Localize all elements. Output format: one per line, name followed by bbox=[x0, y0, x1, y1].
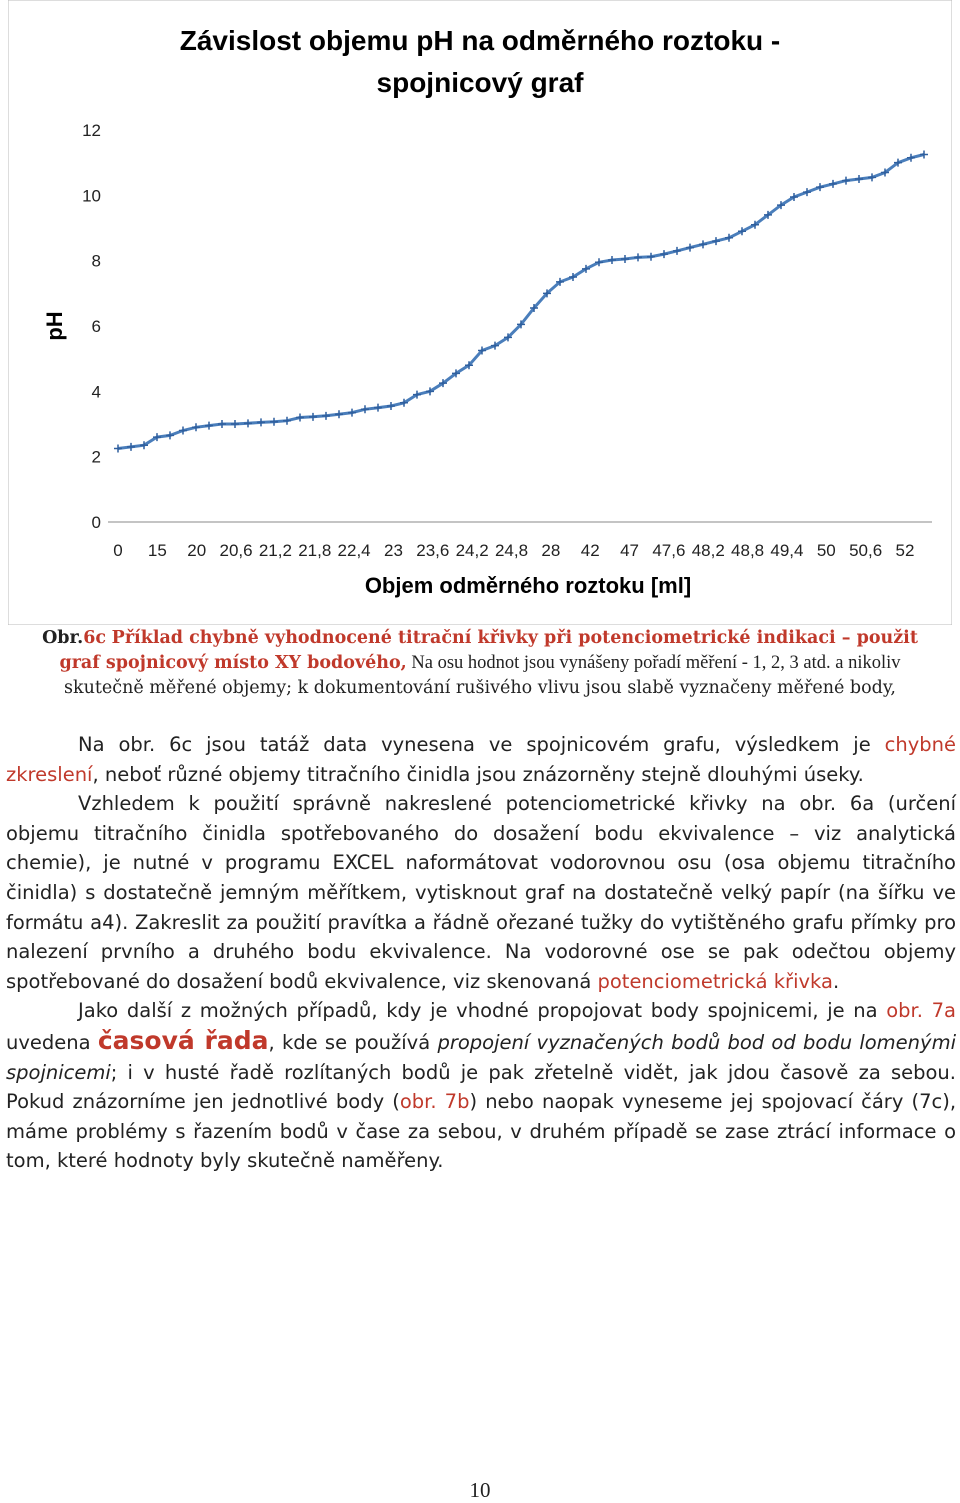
body-text bbox=[6, 730, 956, 1176]
chart-title-line-1: Závislost objemu pH na odměrného roztoku - bbox=[179, 25, 781, 56]
p2-text-b: . bbox=[832, 969, 840, 993]
x-tick-label: 23 bbox=[383, 541, 403, 560]
x-tick-label: 20,6 bbox=[219, 541, 253, 560]
caption-number: 6c bbox=[83, 628, 107, 648]
x-tick-labels bbox=[113, 541, 914, 560]
p1-red-term: chybné zkreslení bbox=[6, 733, 956, 786]
y-tick-label: 10 bbox=[82, 186, 101, 206]
x-tick-label: 48,2 bbox=[691, 541, 725, 560]
y-tick-label: 0 bbox=[91, 513, 101, 532]
p1-text-a: Na obr. 6c jsou tatáž data vynesena ve spojnicovém grafu, výsledkem je bbox=[78, 733, 885, 756]
page-number: 10 bbox=[469, 1478, 491, 1502]
x-tick-label: 47 bbox=[620, 541, 640, 560]
x-tick-label: 48,8 bbox=[731, 541, 765, 560]
caption-rest: Na osu hodnot jsou vynášeny pořadí měření - 1, 2, 3 atd. a nikoliv bbox=[406, 653, 901, 673]
p3-link-fig-7b[interactable]: obr. 7b bbox=[399, 1090, 470, 1114]
p2-link-potentiometric-curve[interactable]: potenciometrická křivka bbox=[597, 969, 833, 993]
paragraph-1 bbox=[6, 730, 956, 789]
p3-text-a: Jako další z možných případů, kdy je vhodné propojovat body spojnicemi, je na bbox=[78, 999, 887, 1023]
y-tick-label: 12 bbox=[82, 121, 101, 140]
x-tick-label: 21,2 bbox=[258, 541, 292, 560]
p3-italic-phrase: propojení vyznačených bodů bod od bodu lomenými spojnicemi bbox=[6, 1030, 956, 1084]
titration-chart bbox=[8, 0, 952, 625]
caption-highlight: Příklad chybně vyhodnocené titrační křivky při potenciometrické indikaci – použit graf spojnicový místo XY bodového, bbox=[59, 628, 918, 673]
caption-line-2: skutečně měřené objemy; k dokumentování rušivého vlivu jsou slabě vyznačeny měřené body, bbox=[64, 678, 896, 698]
p3-text-c: , kde se používá bbox=[268, 1030, 438, 1054]
paragraph-2 bbox=[6, 789, 956, 996]
x-tick-label: 0 bbox=[113, 541, 123, 560]
chart-svg bbox=[8, 0, 952, 625]
caption-prefix: Obr. bbox=[42, 628, 84, 648]
chart-title-line-2: spojnicový graf bbox=[376, 67, 584, 98]
x-tick-label: 50,6 bbox=[849, 541, 883, 560]
x-tick-label: 50 bbox=[816, 541, 836, 560]
p3-text-e: ) nebo naopak vyneseme jej spojovací čáry (7c), máme problémy s řazením bodů v čase za sebou, v druhém případě se zase ztrácí informace o tom, které hodnoty byly skutečně naměřeny. bbox=[6, 1090, 957, 1173]
figure-caption bbox=[20, 626, 940, 701]
paragraph-3 bbox=[6, 996, 956, 1176]
x-tick-label: 52 bbox=[895, 541, 915, 560]
p3-text-d: ; i v husté řadě rozlítaných bodů je pak zřetelně vidět, jak jdou časově za sebou. Pokud znázorníme jen jednotlivé body ( bbox=[6, 1060, 956, 1114]
x-tick-label: 22,4 bbox=[337, 541, 371, 560]
x-tick-label: 15 bbox=[147, 541, 167, 560]
p1-text-b: , neboť různé objemy titračního činidla jsou znázorněny stejně dlouhými úseky. bbox=[92, 762, 864, 786]
x-tick-label: 42 bbox=[580, 541, 600, 560]
x-tick-label: 24,2 bbox=[455, 541, 489, 560]
y-tick-label: 2 bbox=[91, 447, 101, 467]
x-axis-label: Objem odměrného roztoku [ml] bbox=[364, 573, 692, 598]
p3-link-fig-7a[interactable]: obr. 7a bbox=[886, 999, 956, 1023]
y-tick-label: 6 bbox=[91, 317, 101, 336]
p3-time-series-term: časová řada bbox=[97, 1025, 269, 1055]
y-tick-label: 8 bbox=[91, 251, 101, 271]
x-tick-label: 21,8 bbox=[298, 541, 332, 560]
x-tick-label: 49,4 bbox=[770, 541, 804, 560]
y-axis-label: pH bbox=[42, 311, 67, 341]
p3-text-b: uvedena bbox=[6, 1030, 98, 1054]
x-tick-label: 24,8 bbox=[494, 541, 529, 560]
x-tick-label: 20 bbox=[187, 541, 207, 560]
p2-text-a: Vzhledem k použití správně nakreslené potenciometrické křivky na obr. 6a (určení objemu titračního činidla spotřebovaného do dosažení bodu ekvivalence – viz analytická chemie), je nutné v programu EXCEL naformátovat vodorovnou osu (osa objemu titračního činidla) s dostatečně jemným měřítkem, vytisknout graf na dostatečně velký papír (na šířku ve formátu a4). Zakreslit za použití pravítka a řádně ořezané tužky do vytištěného grafu přímky pro nalezení prvního a druhého bodu ekvivalence. Na vodorovné ose se pak odečtou objemy spotřebované do dosažení bodů ekvivalence, viz skenovaná bbox=[6, 792, 956, 993]
x-tick-label: 28 bbox=[541, 541, 561, 560]
y-tick-label: 4 bbox=[91, 382, 101, 402]
x-tick-label: 47,6 bbox=[652, 541, 686, 560]
x-tick-label: 23,6 bbox=[416, 541, 450, 560]
